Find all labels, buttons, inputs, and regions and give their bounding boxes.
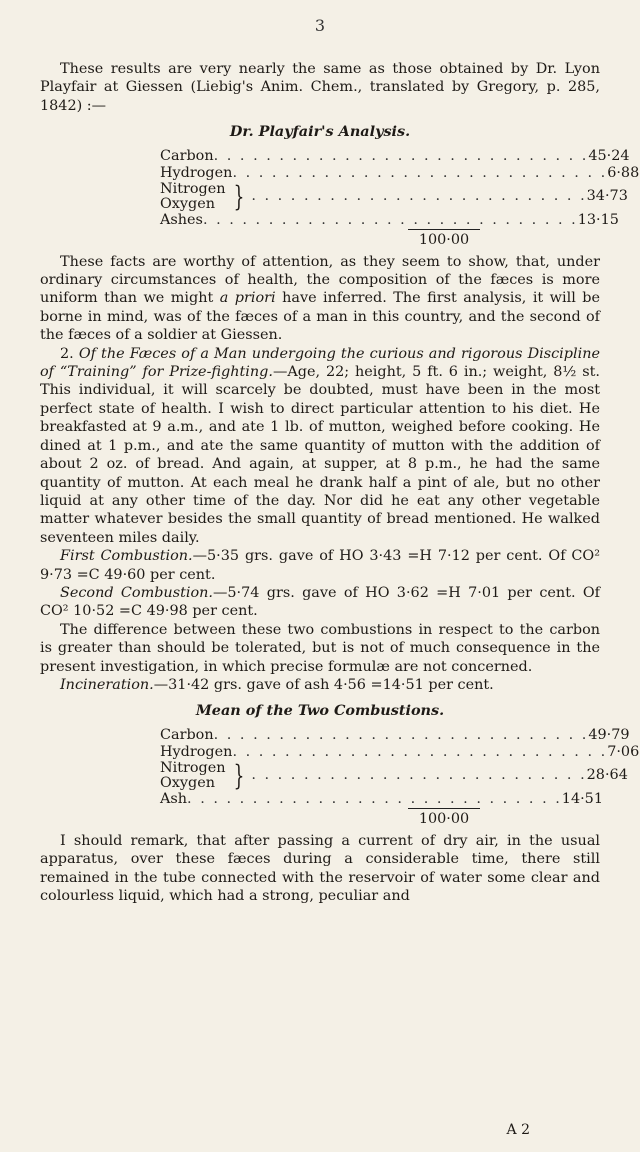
table2-title: Mean of the Two Combustions. (195, 702, 445, 720)
brace-glyph: } (233, 758, 244, 792)
table2-row-ash: Ash . . . . . . . . . . . . . . . . . . . . . . . . . . . . . 14·51 (160, 790, 603, 807)
table1-total: 100·00 (160, 229, 480, 249)
brace-glyph: } (233, 179, 244, 213)
table2-total: 100·00 (160, 808, 480, 828)
table2-row-nitrogen-oxygen: Nitrogen Oxygen } . . . . . . . . . . . . . . . . . . . . . . . . . . 28·64 (160, 758, 628, 792)
mean-combustions-table (40, 702, 640, 827)
table1-row-hydrogen: Hydrogen . . . . . . . . . . . . . . . . . . . . . . . . . . . . . 6·88 (160, 164, 640, 181)
second-combustion: Second Combustion.—5·74 grs. gave of HO 3·62 =H 7·01 per cent. Of CO² 10·52 =C 49·98 per cent. (40, 584, 600, 620)
incineration: Incineration.—31·42 grs. gave of ash 4·56 =14·51 per cent. (60, 676, 494, 693)
section-title-training: Of the Fæces of a Man undergoing the curious and rigorous Discipline of “Training” for Prize-fighting. (40, 345, 600, 381)
table1-row-carbon: Carbon . . . . . . . . . . . . . . . . . . . . . . . . . . . . . 45·24 (160, 147, 630, 164)
page-body (40, 60, 640, 905)
table2-row-carbon: Carbon . . . . . . . . . . . . . . . . . . . . . . . . . . . . . 49·79 (160, 726, 630, 743)
playfair-analysis-table (40, 123, 640, 248)
table1-row-ashes: Ashes . . . . . . . . . . . . . . . . . . . . . . . . . . . . . 13·15 (160, 211, 619, 228)
paragraph-difference: The difference between these two combustions in respect to the carbon is greater than should be tolerated, but is not of much consequence in the present investigation, in which precise formulæ are not concerned. (40, 621, 600, 675)
signature-mark: A 2 (506, 1122, 530, 1138)
paragraph-training: 2. Of the Fæces of a Man undergoing the curious and rigorous Discipline of “Training” for Prize-fighting.—Age, 22; height, 5 ft. 6 in.; weight, 8½ st. This individual, it will scarcely be doubted, must have been in the most perfect state of health. I wish to direct particular attention to his diet. He breakfasted at 9 a.m., and ate 1 lb. of mutton, weighed before cooking. He dined at 1 p.m., and ate the same quantity of mutton with the addition of about 2 oz. of bread. And again, at supper, at 8 p.m., he had the same quantity of mutton. At each meal he drank half a pint of ale, but no other liquid at any other time of the day. Nor did he eat any other vegetable matter whatever besides the small quantity of bread mentioned. He walked seventeen miles daily. (40, 345, 600, 546)
page-number: 3 (314, 16, 326, 35)
intro-paragraph: These results are very nearly the same as those obtained by Dr. Lyon Playfair at Giessen (Liebig's Anim. Chem., translated by Gregory, p. 285, 1842) :— (40, 61, 600, 114)
table1-row-nitrogen-oxygen: Nitrogen Oxygen } . . . . . . . . . . . . . . . . . . . . . . . . . . 34·73 (160, 179, 628, 213)
first-combustion: First Combustion.—5·35 grs. gave of HO 3·43 =H 7·12 per cent. Of CO² 9·73 =C 49·60 per cent. (40, 548, 600, 583)
paragraph-remark: I should remark, that after passing a current of dry air, in the usual apparatus, over these fæces during a considerable time, there still remained in the tube connected with the reservoir of water some clear and colourless liquid, which had a strong, peculiar and (40, 832, 600, 904)
paragraph-facts: These facts are worthy of attention, as they seem to show, that, under ordinary circumstances of health, the composition of the fæces is more uniform than we might a priori have inferred. The first analysis, it will be borne in mind, was of the fæces of a man in this country, and the second of the fæces of a soldier at Giessen. (40, 253, 600, 344)
table2-row-hydrogen: Hydrogen . . . . . . . . . . . . . . . . . . . . . . . . . . . . . 7·06 (160, 743, 640, 760)
table1-title: Dr. Playfair's Analysis. (229, 123, 411, 141)
